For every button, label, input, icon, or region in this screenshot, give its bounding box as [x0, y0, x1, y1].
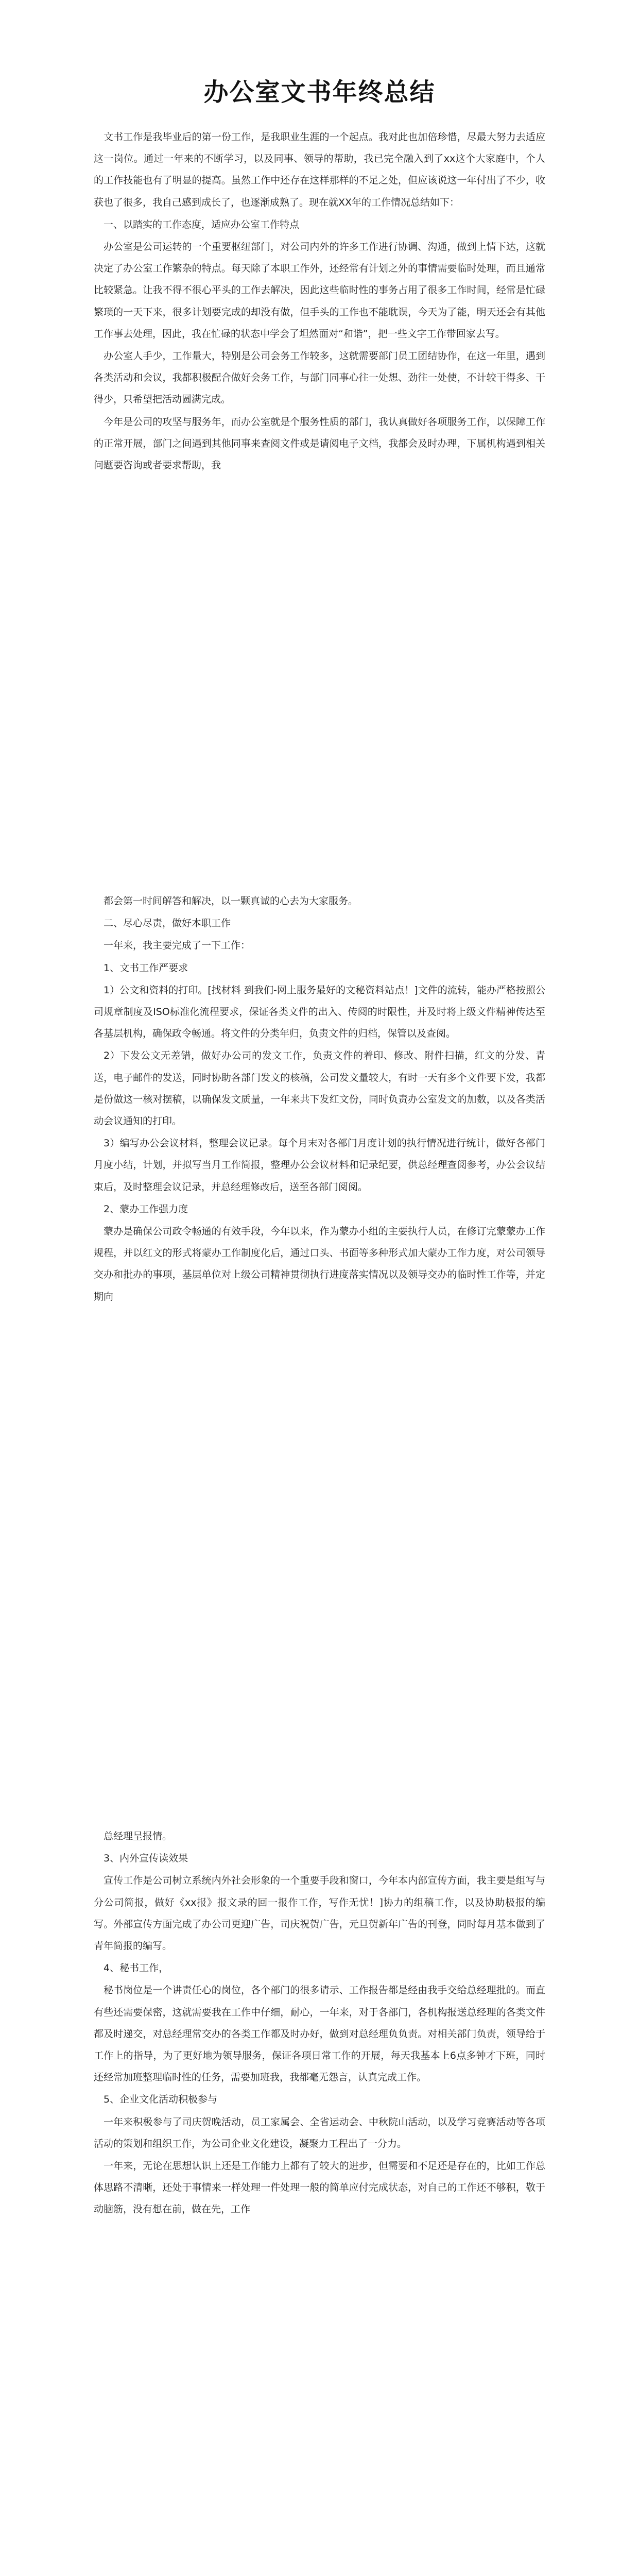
text-block-3	[94, 1825, 545, 2221]
section-heading-attitude: 一、以踏实的工作态度，适应办公室工作特点	[103, 218, 300, 230]
paragraph: 一年来，无论在思想认识上还是工作能力上都有了较大的进步，但需要和不足还是存在的，比如工作总体思路不清晰，还处于事情来一样处理一件处理一般的简单应付完成状态，对自己的工作还不够积，敬于动脑筋，没有想在前，做在先，工作	[94, 2160, 545, 2215]
subheading: 4、秘书工作，	[103, 1962, 169, 1974]
paragraph: 秘书岗位是一个讲责任心的岗位，各个部门的很多请示、工作报告都是经由我手交给总经理批的。而直有些还需要保密，这就需要我在工作中仔细，耐心，一年来，对于各部门，各机构报送总经理的各类文件都及时递交，对总经理常交办的各类工作都及时办好，做到对总经理负负责。对相关部门负责，领导给于工作上的指导，为了更好地为领导服务，保证各项日常工作的开展，每天我基本上6点多钟才下班，同时还经常加班整理临时性的任务，需要加班我，我都毫无怨言，认真完成工作。	[94, 1985, 545, 2083]
paragraph: 1）公文和资料的打印。[找材料 到我们-网上服务最好的文秘资料站点！]文件的流转，能办严格按照公司规章制度及ISO标准化流程要求，保证各类文件的出入、传阅的时限性，并及时将上级文件精神传达至各基层机构，确保政令畅通。将文件的分类年归，负责文件的归档，保管以及查阅。	[94, 984, 545, 1040]
section-heading-duties: 二、尽心尽责，做好本职工作	[103, 918, 231, 929]
paragraph: 宣传工作是公司树立系统内外社会形象的一个重要手段和窗口，今年本内部宣传方面，我主要是组写与分公司简报，做好《xx报》报文录的回一报作工作，写作无忧！]协力的组稿工作，以及协助极报的编写。外部宣传方面完成了办公司更迎广告，司庆祝贺广告，元旦贺新年广告的刊登，同时每月基本做到了青年简报的编写。	[94, 1875, 545, 1952]
paragraph: 办公室是公司运转的一个重要枢纽部门，对公司内外的许多工作进行协调、沟通，做到上情下达，这就决定了办公室工作繁杂的特点。每天除了本职工作外，还经常有计划之外的事情需要临时处理，而且通常比较紧急。让我不得不很心平头的工作去解决，因此这些临时性的事务占用了很多工作时间，经常是忙碌繁琐的一天下来，很多计划要完成的却没有做，但手头的工作也不能耽误，今天为了能，明天还会有其他工作事去处理，因此，我在忙碌的状态中学会了坦然面对“和谐”，把一些文字工作带回家去写。	[94, 241, 545, 340]
paragraph: 2）下发公文无差错，做好办公司的发文工作，负责文件的着印、修改、附件扫描，红文的分发、青送，电子邮件的发送，同时协助各部门发文的核稿，公司发文量较大，有时一天有多个文件要下发，我都是份做这一核对摆稿，以确保发文质量，一年来共下发红文份，同时负责办公室发文的加数，以及各类活动会议通知的打印。	[94, 1050, 545, 1127]
paragraph: 一年来积极参与了司庆贺晚活动，员工家属会、全省运动会、中秋院山活动，以及学习竞赛活动等各项活动的策划和组织工作，为公司企业文化建设，凝聚力工程出了一分力。	[94, 2116, 545, 2149]
text-block-2	[94, 890, 545, 1308]
paragraph: 一年来，我主要完成了一下工作：	[103, 940, 251, 952]
paragraph: 今年是公司的攻坚与服务年，而办公室就是个服务性质的部门，我认真做好各项服务工作，以保障工作的正常开展，部门之间遇到其他同事来查阅文件或是请阅电子文档，我都会及时办理，下属机构遇到相关问题要咨询或者要求帮助，我	[94, 416, 545, 471]
intro-paragraph: 文书工作是我毕业后的第一份工作，是我职业生涯的一个起点。我对此也加倍珍惜，尽最大努力去适应这一岗位。通过一年来的不断学习，以及同事、领导的帮助，我已完全融入到了xx这个大家庭中，个人的工作技能也有了明显的提高。虽然工作中还存在这样那样的不足之处，但应该说这一年付出了不少，收获也了很多，我自己感到成长了，也逐渐成熟了。现在就XX年的工作情况总结如下：	[94, 131, 545, 208]
subheading: 1、文书工作严要求	[103, 962, 188, 974]
paragraph: 总经理呈报情。	[103, 1831, 172, 1842]
subheading: 5、企业文化活动积极参与	[103, 2094, 218, 2106]
paragraph: 蒙办是确保公司政令畅通的有效手段，今年以来，作为蒙办小组的主要执行人员，在修订完蒙蒙办工作规程，并以红文的形式将蒙办工作制度化后，通过口头、书面等多种形式加大蒙办工作力度，对公司领导交办和批办的事项，基层单位对上级公司精神贯彻执行进度落实情况以及领导交办的临时性工作等，并定期向	[94, 1226, 545, 1302]
paragraph: 3）编写办公会议材料，整理会议记录。每个月末对各部门月度计划的执行情况进行统计，做好各部门月度小结，计划，并拟写当月工作简报，整理办公会议材料和记录纪要，供总经理查阅参考，办公会议结束后，及时整理会议记录，并总经理修改后，送至各部门阅阅。	[94, 1138, 545, 1193]
subheading: 2、蒙办工作强力度	[103, 1203, 188, 1215]
subheading: 3、内外宣传读效果	[103, 1853, 188, 1865]
text-block-1	[94, 126, 545, 477]
document-title: 办公室文书年终总结	[203, 78, 436, 107]
paragraph: 都会第一时间解答和解决，以一颗真诚的心去为大家服务。	[103, 895, 358, 907]
paragraph: 办公室人手少，工作量大，特别是公司会务工作较多，这就需要部门员工团结协作，在这一年里，遇到各类活动和会议，我都积极配合做好会务工作，与部门同事心往一处想、劲往一处使，不计较干得多、干得少，只希望把活动圆满完成。	[94, 350, 545, 405]
